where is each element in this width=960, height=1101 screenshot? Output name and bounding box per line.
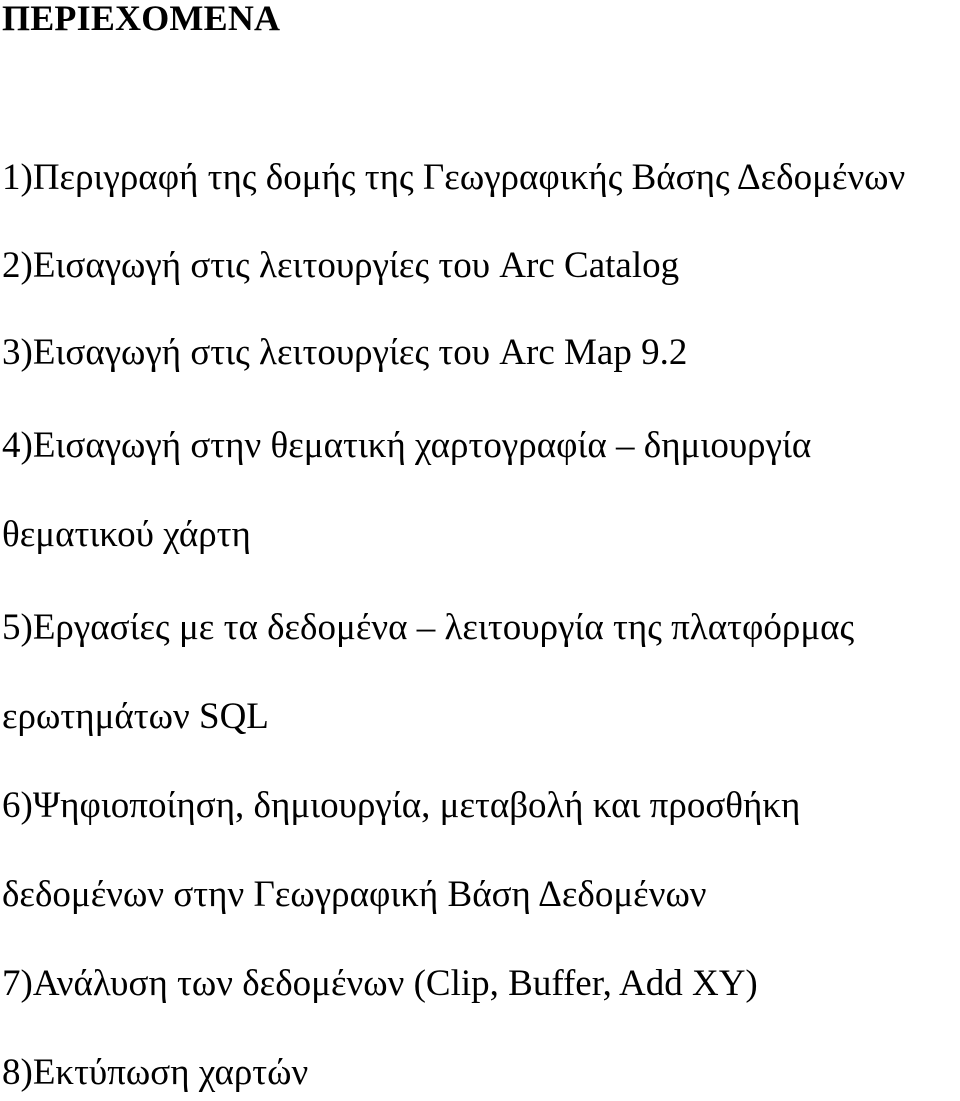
toc-line-6-continued: δεδομένων στην Γεωγραφική Βάση Δεδομένων xyxy=(2,874,707,915)
toc-line-4: 4)Εισαγωγή στην θεματική χαρτογραφία – δημιουργία xyxy=(2,425,812,466)
toc-line-5-continued: ερωτημάτων SQL xyxy=(2,696,269,737)
toc-line-5: 5)Εργασίες με τα δεδομένα – λειτουργία της πλατφόρμας xyxy=(2,607,855,648)
toc-line-3: 3)Εισαγωγή στις λειτουργίες του Arc Map 9.2 xyxy=(2,332,688,373)
toc-line-8: 8)Εκτύπωση χαρτών xyxy=(2,1052,309,1093)
toc-line-1: 1)Περιγραφή της δομής της Γεωγραφικής Βάσης Δεδομένων xyxy=(2,157,906,198)
toc-line-6: 6)Ψηφιοποίηση, δημιουργία, μεταβολή και προσθήκη xyxy=(2,785,801,826)
toc-line-2: 2)Εισαγωγή στις λειτουργίες του Arc Catalog xyxy=(2,245,680,286)
page-title: ΠΕΡΙΕΧΟΜΕΝΑ xyxy=(2,0,281,38)
toc-line-4-continued: θεματικού χάρτη xyxy=(2,514,251,555)
toc-line-7: 7)Ανάλυση των δεδομένων (Clip, Buffer, Add XY) xyxy=(2,963,758,1004)
